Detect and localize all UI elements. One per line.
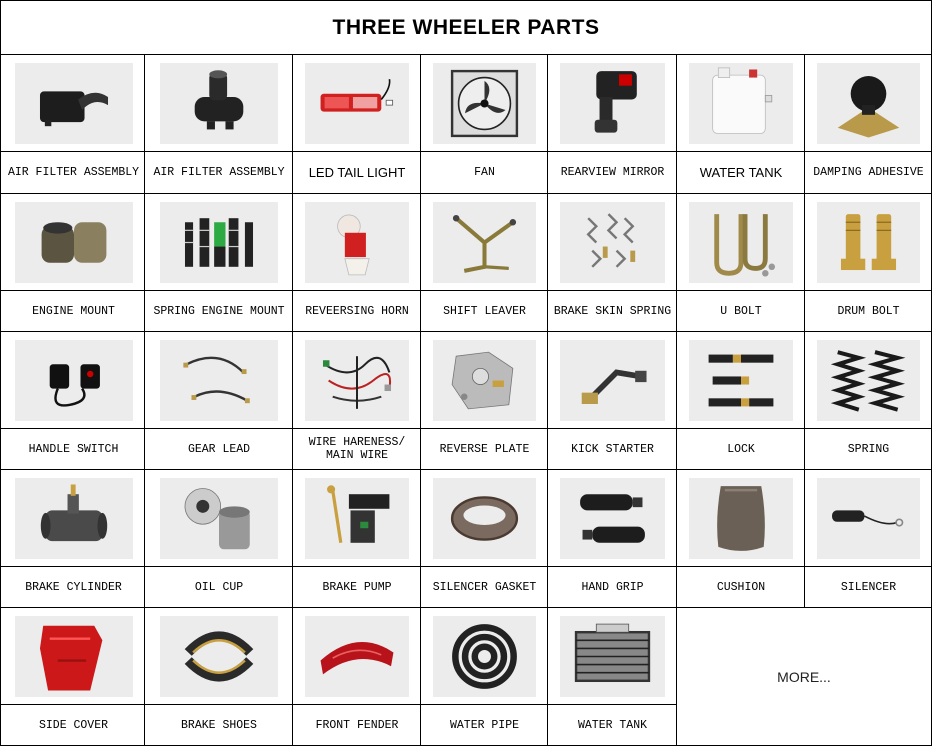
fender-icon bbox=[305, 616, 409, 697]
water-tank-icon bbox=[689, 63, 793, 144]
gear-lead-icon bbox=[160, 340, 278, 421]
part-cell bbox=[421, 332, 548, 470]
part-cell bbox=[293, 194, 421, 332]
part-cell bbox=[805, 470, 932, 608]
water-pipe-icon bbox=[433, 616, 536, 697]
part-label: SILENCER bbox=[840, 580, 897, 594]
part-cell bbox=[677, 55, 805, 194]
part-cell bbox=[421, 194, 548, 332]
part-label: WATER PIPE bbox=[449, 718, 519, 732]
part-label: OIL CUP bbox=[194, 580, 244, 594]
lock-icon bbox=[689, 340, 793, 421]
engine-mount-icon bbox=[15, 202, 133, 283]
fan-icon bbox=[433, 63, 536, 144]
part-cell bbox=[548, 332, 677, 470]
oil-cup-icon bbox=[160, 478, 278, 559]
brake-cylinder-icon bbox=[15, 478, 133, 559]
more-cell bbox=[677, 608, 932, 746]
part-label: REVERSE PLATE bbox=[439, 442, 530, 456]
part-cell bbox=[145, 55, 293, 194]
part-cell bbox=[293, 608, 421, 746]
mirror-icon bbox=[560, 63, 665, 144]
part-cell bbox=[677, 194, 805, 332]
part-label: CUSHION bbox=[716, 580, 766, 594]
part-label: DAMPING ADHESIVE bbox=[813, 166, 924, 179]
part-label: BRAKE SHOES bbox=[181, 718, 257, 732]
part-label: LOCK bbox=[727, 442, 755, 456]
part-cell bbox=[0, 194, 145, 332]
part-label: ENGINE MOUNT bbox=[32, 304, 115, 318]
part-cell bbox=[293, 470, 421, 608]
part-cell bbox=[677, 470, 805, 608]
part-label: AIR FILTER ASSEMBLY bbox=[153, 166, 285, 179]
part-cell bbox=[0, 470, 145, 608]
part-label: WATER TANK bbox=[699, 165, 783, 180]
shift-lever-icon bbox=[433, 202, 536, 283]
part-label: WATER TANK bbox=[577, 718, 647, 732]
more-link[interactable]: MORE... bbox=[777, 668, 831, 685]
part-label: LED TAIL LIGHT bbox=[308, 165, 406, 180]
part-cell bbox=[145, 194, 293, 332]
radiator-icon bbox=[560, 616, 665, 697]
part-cell bbox=[805, 194, 932, 332]
kick-starter-icon bbox=[560, 340, 665, 421]
part-label: SPRING bbox=[847, 442, 890, 456]
part-label: HAND GRIP bbox=[581, 580, 644, 594]
hand-grip-icon bbox=[560, 478, 665, 559]
reverse-plate-icon bbox=[433, 340, 536, 421]
catalog-title: THREE WHEELER PARTS bbox=[0, 0, 932, 55]
part-label: DRUM BOLT bbox=[837, 304, 900, 318]
part-label: KICK STARTER bbox=[571, 442, 654, 456]
part-label: REARVIEW MIRROR bbox=[560, 166, 665, 179]
damping-adhesive-icon bbox=[817, 63, 920, 144]
part-cell bbox=[805, 55, 932, 194]
part-label: BRAKE CYLINDER bbox=[25, 580, 122, 594]
u-bolt-icon bbox=[689, 202, 793, 283]
part-cell bbox=[421, 608, 548, 746]
handle-switch-icon bbox=[15, 340, 133, 421]
part-label: SIDE COVER bbox=[38, 718, 108, 732]
silencer-icon bbox=[817, 478, 920, 559]
part-label: AIR FILTER ASSEMBLY bbox=[7, 166, 140, 179]
spring-mount-icon bbox=[160, 202, 278, 283]
part-cell bbox=[421, 470, 548, 608]
part-label: U BOLT bbox=[720, 304, 762, 318]
part-label: BRAKE PUMP bbox=[322, 580, 392, 594]
part-cell bbox=[0, 608, 145, 746]
part-cell bbox=[145, 608, 293, 746]
horn-icon bbox=[305, 202, 409, 283]
part-label: FRONT FENDER bbox=[315, 718, 399, 732]
part-cell bbox=[293, 332, 421, 470]
part-cell bbox=[548, 55, 677, 194]
part-label: GEAR LEAD bbox=[187, 442, 251, 456]
brake-pump-icon bbox=[305, 478, 409, 559]
part-label: SILENCER GASKET bbox=[432, 580, 537, 594]
gasket-icon bbox=[433, 478, 536, 559]
drum-bolt-icon bbox=[817, 202, 920, 283]
brake-spring-icon bbox=[560, 202, 665, 283]
cushion-icon bbox=[689, 478, 793, 559]
part-cell bbox=[0, 55, 145, 194]
part-label: SHIFT LEAVER bbox=[443, 304, 526, 318]
part-label: WIRE HARENESS/ MAIN WIRE bbox=[308, 436, 406, 462]
part-label: HANDLE SWITCH bbox=[28, 442, 119, 456]
tail-light-icon bbox=[305, 63, 409, 144]
part-cell bbox=[548, 194, 677, 332]
brake-shoes-icon bbox=[160, 616, 278, 697]
part-label: REVEERSING HORN bbox=[305, 304, 409, 318]
part-cell bbox=[145, 470, 293, 608]
part-cell bbox=[677, 332, 805, 470]
wire-harness-icon bbox=[305, 340, 409, 421]
part-cell bbox=[548, 608, 677, 746]
part-cell bbox=[293, 55, 421, 194]
part-cell bbox=[145, 332, 293, 470]
part-label: FAN bbox=[474, 166, 495, 179]
part-cell bbox=[805, 332, 932, 470]
side-cover-icon bbox=[15, 616, 133, 697]
part-cell bbox=[548, 470, 677, 608]
air-filter-icon bbox=[15, 63, 133, 144]
spring-icon bbox=[817, 340, 920, 421]
part-cell bbox=[421, 55, 548, 194]
air-filter-housing-icon bbox=[160, 63, 278, 144]
part-cell bbox=[0, 332, 145, 470]
part-label: SPRING ENGINE MOUNT bbox=[153, 304, 285, 318]
part-label: BRAKE SKIN SPRING bbox=[553, 304, 672, 318]
